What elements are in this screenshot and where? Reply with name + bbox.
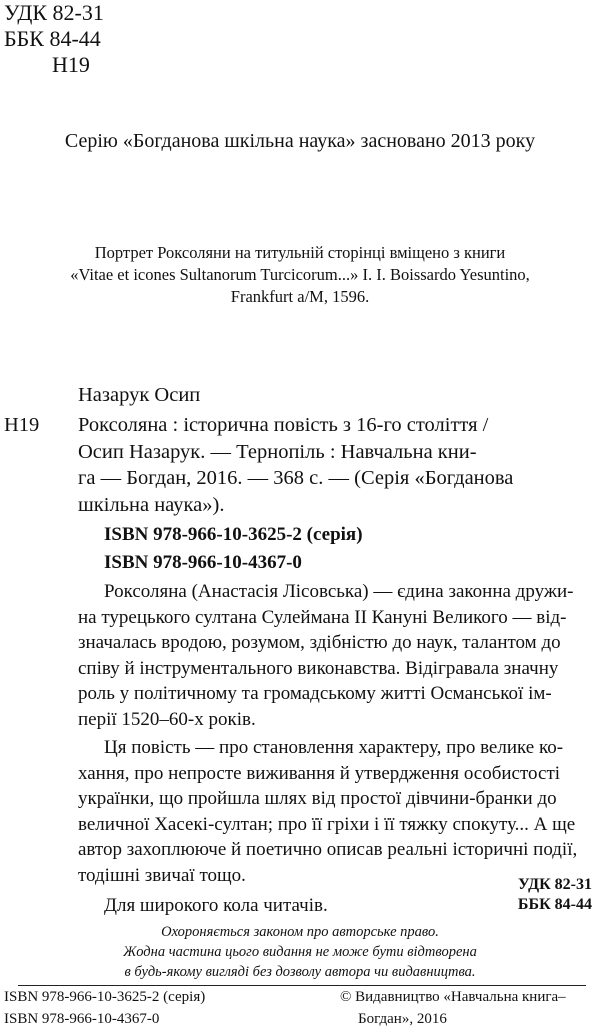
annotation-line: Ця повість — про становлення характеру, про велике ко-	[104, 737, 564, 758]
catalog-udk: УДК 82-31	[517, 876, 592, 893]
author-mark: Н19	[52, 52, 90, 77]
annotation-line: хання, про непросте виживання й утвердження особистості	[78, 762, 561, 784]
catalog-author-heading: Назарук Осип	[78, 384, 201, 406]
footer-isbn-block	[4, 986, 205, 1030]
annotation-line: автор захоплююче й поетично описав реальні історичні події,	[78, 839, 578, 860]
catalog-entry-line: Роксоляна : історична повість з 16-го століття /	[78, 414, 489, 436]
bbk-code: ББК 84-44	[4, 26, 101, 51]
copyright-warning	[0, 922, 600, 982]
isbn-series: ISBN 978-966-10-3625-2 (серія)	[104, 524, 363, 545]
copyright-line: Жодна частина цього видання не може бути відтворена	[123, 944, 477, 960]
series-founded-note: Серію «Богданова шкільна наука» засновано 2013 року	[64, 130, 536, 152]
portrait-note-line: «Vitae et icones Sultanorum Turcicorum...» I. I. Boissardo Yesuntino,	[70, 265, 530, 284]
catalog-entry-line: Осип Назарук. — Тернопіль : Навчальна кни-	[78, 440, 477, 463]
copyright-line: в будь-якому вигляді без дозволу автора чи видавництва.	[124, 964, 476, 980]
catalog-mark: Н19	[4, 414, 40, 436]
audience-note: Для широкого кола читачів.	[104, 895, 328, 916]
annotation-paragraph-1	[78, 579, 573, 732]
footer-publisher-block	[340, 986, 566, 1030]
annotation-line: співу й інструментального виконавства. Відігравала значну	[78, 657, 559, 679]
annotation-line: значалась вродою, розумом, здібністю до наук, талантом до	[78, 632, 561, 653]
annotation-line: роль у політичному та громадському житті Османської ім-	[78, 683, 552, 704]
portrait-note-line: Frankfurt a/M, 1596.	[230, 287, 370, 306]
publisher-copyright: © Видавництво «Навчальна книга–	[340, 989, 566, 1005]
isbn-book: ISBN 978-966-10-4367-0	[104, 552, 302, 573]
annotation-line: Роксоляна (Анастасія Лісовська) — єдина законна дружи-	[104, 581, 574, 602]
footer-isbn-series: ISBN 978-966-10-3625-2 (серія)	[4, 989, 206, 1005]
annotation-line: перії 1520–60-х років.	[78, 708, 256, 730]
catalog-bbk: ББК 84-44	[517, 896, 592, 913]
annotation-line: на турецького султана Сулеймана ІІ Кануні Великого — від-	[78, 606, 567, 628]
catalog-entry-line: га — Богдан, 2016. — 368 с. — (Серія «Богданова	[78, 467, 514, 489]
catalog-entry	[78, 412, 513, 518]
annotation-paragraph-2	[78, 735, 577, 888]
annotation-line: тодішні звичаї тощо.	[78, 864, 246, 886]
portrait-note	[0, 242, 600, 308]
footer-isbn-book: ISBN 978-966-10-4367-0	[4, 1011, 160, 1027]
annotation-line: українки, що пройшла шлях від простої дівчини-бранки до	[78, 788, 557, 809]
udk-code: УДК 82-31	[4, 0, 104, 25]
portrait-note-line: Портрет Роксоляни на титульній сторінці вміщено з книги	[94, 243, 506, 262]
annotation-line: величної Хасекі-султан; про її гріхи і її тяжку спокуту... А ще	[78, 813, 576, 835]
catalog-entry-line: шкільна наука»).	[78, 493, 225, 516]
publisher-copyright-year: Богдан», 2016	[358, 1011, 447, 1027]
copyright-line: Охороняється законом про авторське право.	[161, 924, 439, 940]
